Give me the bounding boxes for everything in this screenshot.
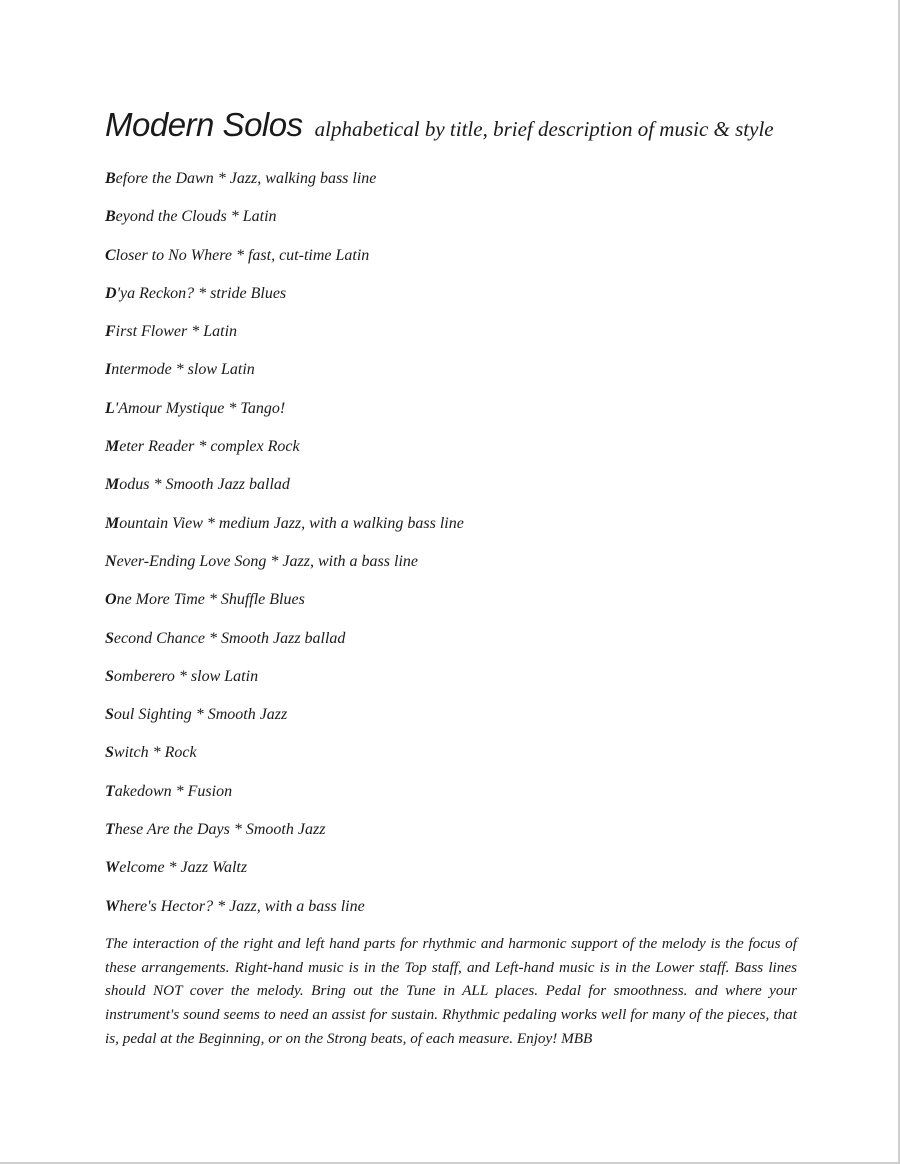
song-initial: S: [105, 706, 114, 724]
list-item: [105, 740, 464, 778]
list-item: [105, 472, 464, 510]
song-initial: O: [105, 591, 117, 609]
song-initial: D: [105, 284, 117, 302]
song-initial: M: [105, 476, 120, 494]
song-initial: M: [105, 514, 120, 532]
list-item: [105, 357, 464, 395]
song-initial: W: [105, 859, 120, 877]
song-initial: B: [105, 208, 116, 226]
list-item: [105, 396, 464, 434]
list-item: [105, 779, 464, 817]
song-description: ountain View * medium Jazz, with a walking bass line: [119, 514, 464, 532]
song-description: eyond the Clouds * Latin: [115, 208, 277, 226]
list-item: [105, 319, 464, 357]
song-description: ne More Time * Shuffle Blues: [116, 591, 305, 609]
song-initial: I: [105, 361, 112, 379]
song-description: here's Hector? * Jazz, with a bass line: [119, 897, 365, 915]
song-description: ever-Ending Love Song * Jazz, with a bass line: [116, 552, 418, 570]
song-initial: B: [105, 170, 116, 187]
song-initial: N: [105, 552, 117, 570]
list-item: [105, 702, 464, 740]
page-subtitle: alphabetical by title, brief description of music & style: [314, 117, 774, 141]
list-item: [105, 204, 464, 242]
song-description: oul Sighting * Smooth Jazz: [113, 706, 288, 724]
song-description: eter Reader * complex Rock: [119, 438, 300, 456]
song-description: loser to No Where * fast, cut-time Latin: [115, 246, 370, 264]
list-item: [105, 549, 464, 587]
list-item: [105, 166, 464, 204]
song-description: odus * Smooth Jazz ballad: [119, 476, 290, 494]
song-initial: S: [105, 744, 114, 762]
song-list: [105, 166, 464, 932]
list-item: [105, 434, 464, 472]
list-item: [105, 894, 464, 932]
song-initial: T: [105, 821, 115, 839]
page-heading: [105, 106, 774, 144]
song-initial: F: [105, 323, 116, 341]
song-description: efore the Dawn * Jazz, walking bass line: [115, 170, 377, 187]
song-initial: S: [105, 667, 114, 685]
song-description: 'ya Reckon? * stride Blues: [116, 284, 287, 302]
song-description: econd Chance * Smooth Jazz ballad: [113, 629, 346, 647]
song-description: 'Amour Mystique * Tango!: [114, 399, 286, 417]
song-description: elcome * Jazz Waltz: [119, 859, 248, 877]
song-description: witch * Rock: [113, 744, 197, 762]
list-item: [105, 626, 464, 664]
song-initial: M: [105, 438, 120, 456]
list-item: [105, 243, 464, 281]
song-description: akedown * Fusion: [114, 782, 233, 800]
song-description: hese Are the Days * Smooth Jazz: [114, 821, 326, 839]
performance-note: The interaction of the right and left hand parts for rhythmic and harmonic support of the melody is the focus of these arrangements. Right-hand music is in the Top staff, and Left-hand music is in the Lower staff. Bass lines should NOT cover the melody. Bring out the Tune in ALL places. Pedal for smoothness. and where your instrument's sound seems to need an assist for sustain. Rhythmic pedaling works well for many of the pieces, that is, pedal at the Beginning, or on the Strong beats, of each measure. Enjoy! MBB: [105, 935, 797, 1047]
list-item: [105, 664, 464, 702]
song-initial: W: [105, 897, 120, 915]
list-item: [105, 817, 464, 855]
list-item: [105, 587, 464, 625]
song-initial: T: [105, 782, 115, 800]
list-item: [105, 855, 464, 893]
song-initial: C: [105, 246, 116, 264]
song-initial: L: [105, 399, 115, 417]
list-item: [105, 511, 464, 549]
list-item: [105, 281, 464, 319]
song-description: irst Flower * Latin: [115, 323, 238, 341]
song-initial: S: [105, 629, 114, 647]
song-description: omberero * slow Latin: [113, 667, 259, 685]
page-title: Modern Solos: [105, 106, 303, 143]
song-description: ntermode * slow Latin: [111, 361, 255, 379]
